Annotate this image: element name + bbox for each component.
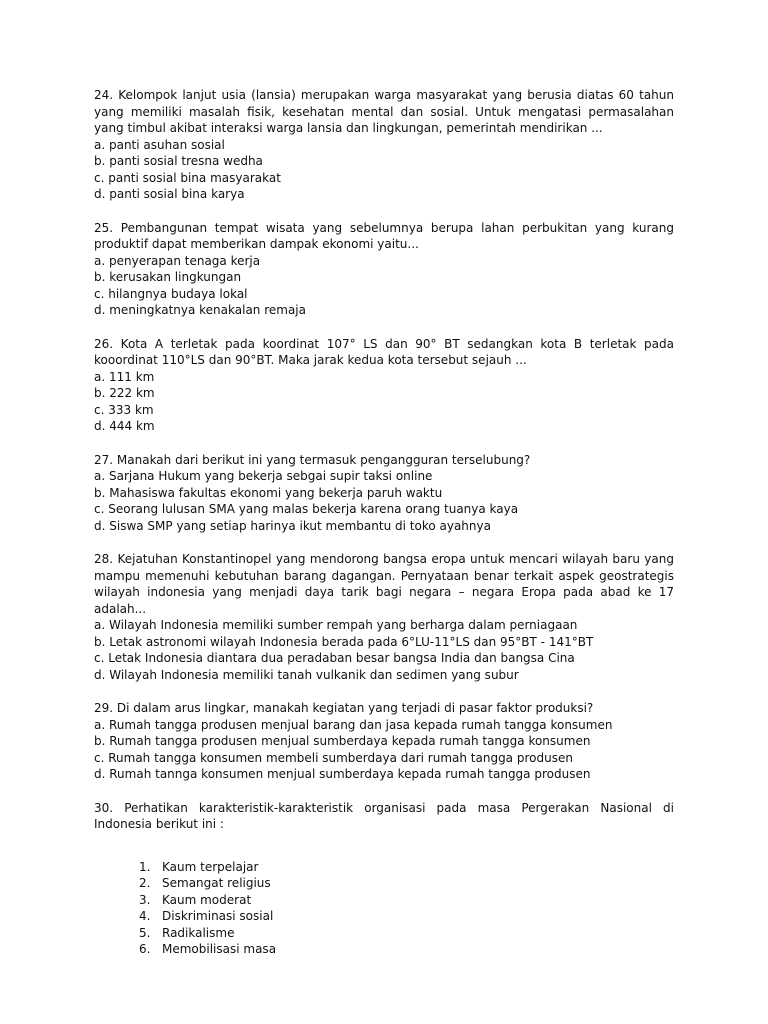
answer-option: a. Rumah tangga produsen menjual barang dan jasa kepada rumah tangga konsumen — [94, 717, 613, 732]
question-29 — [94, 700, 674, 783]
list-item — [139, 892, 674, 909]
list-label: Memobilisasi masa — [162, 942, 277, 956]
question-28 — [94, 551, 674, 683]
answer-options — [94, 369, 674, 435]
question-text: 25. Pembangunan tempat wisata yang sebelumnya berupa lahan perbukitan yang kurang produktif dapat memberikan dampak ekonomi yaitu... — [94, 220, 674, 251]
question-text: 28. Kejatuhan Konstantinopel yang mendorong bangsa eropa untuk mencari wilayah baru yang mampu memenuhi kebutuhan barang dagangan. Pernyataan benar terkait aspek geostrategis wilayah indonesia yang menjadi daya tarik bagi negara – negara Eropa pada abad ke 17 adalah... — [94, 552, 674, 616]
answer-option: b. Letak astronomi wilayah Indonesia berada pada 6°LU-11°LS dan 95°BT - 141°BT — [94, 634, 594, 649]
answer-option: a. Sarjana Hukum yang bekerja sebgai supir taksi online — [94, 469, 433, 483]
answer-option: b. kerusakan lingkungan — [94, 270, 242, 284]
list-item — [139, 859, 674, 876]
list-item — [139, 925, 674, 942]
answer-option: d. 444 km — [94, 419, 155, 433]
answer-options — [94, 137, 674, 203]
answer-option: b. panti sosial tresna wedha — [94, 154, 263, 168]
answer-option: c. Rumah tangga konsumen membeli sumberdaya dari rumah tangga produsen — [94, 750, 573, 765]
answer-options — [94, 468, 674, 534]
answer-option: d. meningkatnya kenakalan remaja — [94, 303, 306, 317]
list-item — [139, 875, 674, 892]
answer-option: b. Mahasiswa fakultas ekonomi yang bekerja paruh waktu — [94, 485, 443, 500]
answer-options — [94, 617, 674, 683]
answer-option: d. Rumah tannga konsumen menjual sumberdaya kepada rumah tangga produsen — [94, 767, 591, 781]
question-24 — [94, 87, 674, 203]
characteristics-list — [94, 859, 674, 958]
answer-option: c. Seorang lulusan SMA yang malas bekerja karena orang tuanya kaya — [94, 502, 519, 516]
question-text: 27. Manakah dari berikut ini yang termasuk pengangguran terselubung? — [94, 452, 531, 467]
answer-option: a. Wilayah Indonesia memiliki sumber rempah yang berharga dalam perniagaan — [94, 618, 578, 632]
answer-option: c. Letak Indonesia diantara dua peradaban besar bangsa India dan bangsa Cina — [94, 651, 575, 665]
answer-option: c. panti sosial bina masyarakat — [94, 170, 281, 185]
list-label: Semangat religius — [162, 876, 271, 890]
list-number: 1. — [139, 859, 151, 874]
list-item — [139, 941, 674, 958]
answer-option: d. Wilayah Indonesia memiliki tanah vulkanik dan sedimen yang subur — [94, 667, 519, 682]
list-label: Kaum moderat — [162, 892, 252, 907]
answer-option: c. hilangnya budaya lokal — [94, 286, 248, 301]
question-30 — [94, 800, 674, 958]
answer-option: d. panti sosial bina karya — [94, 187, 245, 201]
question-text: 30. Perhatikan karakteristik-karakteristik organisasi pada masa Pergerakan Nasional di Indonesia berikut ini : — [94, 800, 674, 831]
list-number: 5. — [139, 925, 151, 940]
answer-options — [94, 253, 674, 319]
question-text: 29. Di dalam arus lingkar, manakah kegiatan yang terjadi di pasar faktor produksi? — [94, 701, 594, 715]
list-label: Diskriminasi sosial — [162, 909, 274, 923]
answer-option: b. Rumah tangga produsen menjual sumberdaya kepada rumah tangga konsumen — [94, 734, 591, 748]
list-label: Kaum terpelajar — [162, 859, 259, 874]
answer-options — [94, 717, 674, 783]
answer-option: c. 333 km — [94, 402, 154, 417]
question-25 — [94, 220, 674, 319]
list-number: 4. — [139, 909, 151, 923]
list-label: Radikalisme — [162, 925, 235, 940]
question-text: 26. Kota A terletak pada koordinat 107° LS dan 90° BT sedangkan kota B terletak pada kooordinat 110°LS dan 90°BT. Maka jarak kedua kota tersebut sejauh ... — [94, 336, 674, 367]
list-number: 3. — [139, 892, 151, 907]
question-26 — [94, 336, 674, 435]
list-number: 2. — [139, 876, 151, 890]
list-item — [139, 908, 674, 925]
answer-option: b. 222 km — [94, 386, 155, 400]
answer-option: a. 111 km — [94, 369, 155, 384]
question-27 — [94, 452, 674, 535]
list-number: 6. — [139, 942, 151, 956]
question-text: 24. Kelompok lanjut usia (lansia) merupakan warga masyarakat yang berusia diatas 60 tahun yang memiliki masalah fisik, kesehatan mental dan sosial. Untuk mengatasi permasalahan yang timbul akibat interaksi warga lansia dan lingkungan, pemerintah mendirikan ... — [94, 88, 674, 135]
answer-option: d. Siswa SMP yang setiap harinya ikut membantu di toko ayahnya — [94, 518, 491, 533]
answer-option: a. panti asuhan sosial — [94, 137, 225, 152]
answer-option: a. penyerapan tenaga kerja — [94, 253, 261, 268]
